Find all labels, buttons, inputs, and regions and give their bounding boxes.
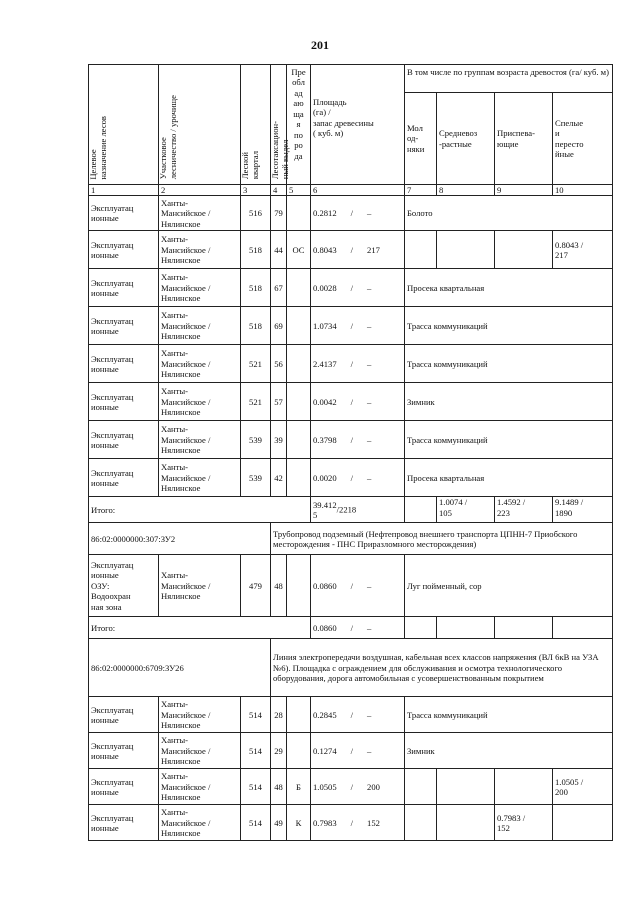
cell-species — [287, 307, 311, 345]
table-row — [89, 383, 613, 421]
cell-purpose: Эксплуатац ионные — [89, 769, 159, 805]
cell-young — [405, 231, 437, 269]
cell-description: Просека квартальная — [405, 459, 613, 497]
colnum-7: 7 — [405, 185, 437, 196]
table-row — [89, 769, 613, 805]
cell-purpose: Эксплуатац ионные — [89, 733, 159, 769]
cell-kvartal: 539 — [241, 459, 271, 497]
cell-purpose: Эксплуатац ионные — [89, 697, 159, 733]
cell-species — [287, 697, 311, 733]
cell-vydel: 69 — [271, 307, 287, 345]
cell-purpose: Эксплуатац ионные — [89, 269, 159, 307]
cell-kvartal: 518 — [241, 269, 271, 307]
cell-vydel: 57 — [271, 383, 287, 421]
cell-purpose: Эксплуатац ионные — [89, 459, 159, 497]
cell-species — [287, 345, 311, 383]
cell-area: 0.3798 / – — [311, 421, 405, 459]
table-row — [89, 307, 613, 345]
cell-forestry: Ханты- Мансийское / Нялинское — [159, 383, 241, 421]
page-number: 201 — [311, 38, 329, 52]
header-forestry: Участковое лесничество / урочище — [159, 65, 241, 185]
cell-young — [405, 769, 437, 805]
header-row-top — [89, 65, 613, 93]
cell-kvartal: 514 — [241, 769, 271, 805]
cell-description: Просека квартальная — [405, 269, 613, 307]
cell-kvartal: 514 — [241, 697, 271, 733]
cell-description: Трасса коммуникаций — [405, 421, 613, 459]
cell-description: Луг пойменный, сор — [405, 555, 613, 617]
cell-area: 0.2845 / – — [311, 697, 405, 733]
table-row — [89, 345, 613, 383]
cell-premature: 0.7983 / 152 — [495, 805, 553, 841]
cell-species: Б — [287, 769, 311, 805]
object-title: Линия электропередачи воздушная, кабельная всех классов напряжения (ВЛ 6кВ на УЗА №6). Площадка с ограждением для обслуживания и осмотра технологического оборудования, дорога автомобильная с усовершенствованным покрытием — [271, 639, 613, 697]
total-middle: 1.0074 / 105 — [437, 497, 495, 523]
table-row — [89, 733, 613, 769]
total-premature — [495, 617, 553, 639]
cell-forestry: Ханты- Мансийское / Нялинское — [159, 345, 241, 383]
cell-forestry: Ханты- Мансийское / Нялинское — [159, 697, 241, 733]
cell-species — [287, 421, 311, 459]
cell-description: Трасса коммуникаций — [405, 345, 613, 383]
cell-vydel: 67 — [271, 269, 287, 307]
total-area: 39.412 5/2218 — [311, 497, 405, 523]
cell-forestry: Ханты- Мансийское / Нялинское — [159, 459, 241, 497]
total-mature — [553, 617, 613, 639]
cell-mature: 0.8043 / 217 — [553, 231, 613, 269]
cell-description: Трасса коммуникаций — [405, 307, 613, 345]
cell-vydel: 29 — [271, 733, 287, 769]
cell-vydel: 28 — [271, 697, 287, 733]
cell-species — [287, 555, 311, 617]
cell-premature — [495, 769, 553, 805]
cell-species: ОС — [287, 231, 311, 269]
cadastral-number: 86:02:0000000:6709:ЗУ26 — [89, 639, 271, 697]
colnum-1: 1 — [89, 185, 159, 196]
cell-area: 0.0028 / – — [311, 269, 405, 307]
section-header-row — [89, 639, 613, 697]
cell-kvartal: 479 — [241, 555, 271, 617]
cell-area: 0.0860 / – — [311, 555, 405, 617]
cell-young — [405, 805, 437, 841]
colnum-4: 4 — [271, 185, 287, 196]
cell-forestry: Ханты- Мансийское / Нялинское — [159, 307, 241, 345]
table-row — [89, 459, 613, 497]
cell-species — [287, 733, 311, 769]
colnum-3: 3 — [241, 185, 271, 196]
cell-description: Зимник — [405, 383, 613, 421]
total-label: Итого: — [89, 497, 311, 523]
header-premature: Приспева- ющие — [495, 93, 553, 185]
cell-species — [287, 196, 311, 231]
total-young — [405, 617, 437, 639]
cell-area: 1.0505 / 200 — [311, 769, 405, 805]
cell-vydel: 42 — [271, 459, 287, 497]
cell-vydel: 79 — [271, 196, 287, 231]
colnum-6: 6 — [311, 185, 405, 196]
cell-forestry: Ханты- Мансийское / Нялинское — [159, 555, 241, 617]
cell-forestry: Ханты- Мансийское / Нялинское — [159, 269, 241, 307]
cell-area: 0.2812 / – — [311, 196, 405, 231]
table-row — [89, 555, 613, 617]
total-label: Итого: — [89, 617, 311, 639]
header-species: Пре обл ад аю ща я по ро да — [287, 65, 311, 185]
cell-purpose: Эксплуатац ионные — [89, 345, 159, 383]
cell-kvartal: 514 — [241, 733, 271, 769]
table-row — [89, 269, 613, 307]
cell-kvartal: 518 — [241, 231, 271, 269]
cell-species — [287, 383, 311, 421]
table-row — [89, 421, 613, 459]
total-area: 0.0860 / – — [311, 617, 405, 639]
header-mature: Спелые и пересто йные — [553, 93, 613, 185]
cell-forestry: Ханты- Мансийское / Нялинское — [159, 196, 241, 231]
total-middle — [437, 617, 495, 639]
cell-kvartal: 539 — [241, 421, 271, 459]
cell-middle — [437, 805, 495, 841]
cell-vydel: 39 — [271, 421, 287, 459]
colnum-10: 10 — [553, 185, 613, 196]
cell-purpose: Эксплуатац ионные — [89, 231, 159, 269]
table-row — [89, 231, 613, 269]
colnum-8: 8 — [437, 185, 495, 196]
cell-description: Зимник — [405, 733, 613, 769]
cell-area: 0.8043 / 217 — [311, 231, 405, 269]
total-mature: 9.1489 / 1890 — [553, 497, 613, 523]
cell-kvartal: 514 — [241, 805, 271, 841]
cell-forestry: Ханты- Мансийское / Нялинское — [159, 769, 241, 805]
colnum-2: 2 — [159, 185, 241, 196]
cell-vydel: 44 — [271, 231, 287, 269]
cell-purpose: Эксплуатац ионные — [89, 307, 159, 345]
header-young: Мол од- няки — [405, 93, 437, 185]
cell-area: 1.0734 / – — [311, 307, 405, 345]
table-row — [89, 697, 613, 733]
cell-area: 0.1274 / – — [311, 733, 405, 769]
cell-vydel: 48 — [271, 769, 287, 805]
cell-kvartal: 521 — [241, 345, 271, 383]
cell-purpose: Эксплуатац ионные ОЗУ: Водоохран ная зона — [89, 555, 159, 617]
cell-vydel: 48 — [271, 555, 287, 617]
cell-area: 0.7983 / 152 — [311, 805, 405, 841]
table-row — [89, 196, 613, 231]
column-numbers-row — [89, 185, 613, 196]
cell-species: К — [287, 805, 311, 841]
cell-purpose: Эксплуатац ионные — [89, 196, 159, 231]
cell-forestry: Ханты- Мансийское / Нялинское — [159, 421, 241, 459]
header-middle: Средневоз -растные — [437, 93, 495, 185]
header-purpose: Целевое назначение лесов — [89, 65, 159, 185]
total-row — [89, 497, 613, 523]
cell-premature — [495, 231, 553, 269]
cell-purpose: Эксплуатац ионные — [89, 383, 159, 421]
header-vydel: Лесотаксацион- ный выдел — [271, 65, 287, 185]
cell-vydel: 49 — [271, 805, 287, 841]
section-header-row — [89, 523, 613, 555]
cell-middle — [437, 231, 495, 269]
cell-description: Болото — [405, 196, 613, 231]
cell-purpose: Эксплуатац ионные — [89, 805, 159, 841]
cell-forestry: Ханты- Мансийское / Нялинское — [159, 805, 241, 841]
cell-species — [287, 459, 311, 497]
cell-forestry: Ханты- Мансийское / Нялинское — [159, 733, 241, 769]
forest-table — [88, 64, 613, 841]
header-area: Площадь (га) / запас древесины ( куб. м) — [311, 65, 405, 185]
table-row — [89, 805, 613, 841]
cadastral-number: 86:02:0000000:307:ЗУ2 — [89, 523, 271, 555]
cell-kvartal: 521 — [241, 383, 271, 421]
cell-middle — [437, 769, 495, 805]
cell-area: 0.0042 / – — [311, 383, 405, 421]
cell-species — [287, 269, 311, 307]
object-title: Трубопровод подземный (Нефтепровод внешнего транспорта ЦПНН-7 Приобского месторождения - ПНС Приразломного месторождения) — [271, 523, 613, 555]
header-age-group: В том числе по группам возраста древостоя (га/ куб. м) — [405, 65, 613, 93]
colnum-5: 5 — [287, 185, 311, 196]
total-row — [89, 617, 613, 639]
cell-area: 0.0020 / – — [311, 459, 405, 497]
total-young — [405, 497, 437, 523]
cell-kvartal: 516 — [241, 196, 271, 231]
cell-mature: 1.0505 / 200 — [553, 769, 613, 805]
header-kvartal: Лесной квартал — [241, 65, 271, 185]
colnum-9: 9 — [495, 185, 553, 196]
cell-mature — [553, 805, 613, 841]
cell-description: Трасса коммуникаций — [405, 697, 613, 733]
cell-kvartal: 518 — [241, 307, 271, 345]
cell-forestry: Ханты- Мансийское / Нялинское — [159, 231, 241, 269]
total-premature: 1.4592 / 223 — [495, 497, 553, 523]
cell-purpose: Эксплуатац ионные — [89, 421, 159, 459]
cell-vydel: 56 — [271, 345, 287, 383]
cell-area: 2.4137 / – — [311, 345, 405, 383]
